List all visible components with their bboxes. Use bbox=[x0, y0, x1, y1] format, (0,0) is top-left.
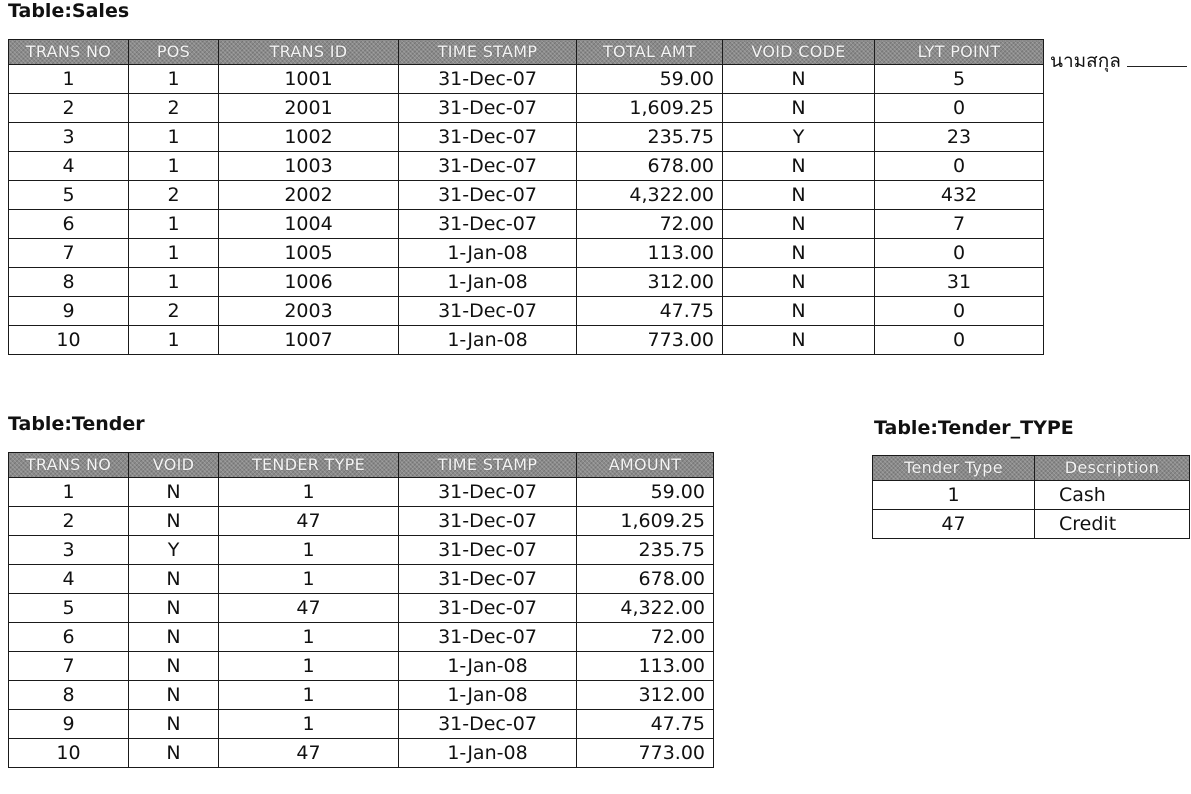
column-header: Tender Type bbox=[873, 456, 1035, 481]
table-cell: 31-Dec-07 bbox=[399, 152, 577, 181]
table-cell: N bbox=[129, 710, 219, 739]
table-cell: 47 bbox=[873, 510, 1035, 539]
tender-table-title: Table:Tender bbox=[8, 413, 145, 435]
table-cell: 2003 bbox=[219, 297, 399, 326]
table-cell: N bbox=[129, 507, 219, 536]
table-cell: 5 bbox=[9, 594, 129, 623]
table-row bbox=[9, 652, 714, 681]
table-row bbox=[9, 478, 714, 507]
table-cell: 47 bbox=[219, 507, 399, 536]
table-cell: 1001 bbox=[219, 65, 399, 94]
table-cell: N bbox=[723, 239, 875, 268]
table-cell: 1 bbox=[129, 123, 219, 152]
table-row bbox=[9, 123, 1044, 152]
table-cell: N bbox=[129, 565, 219, 594]
table-row bbox=[9, 239, 1044, 268]
table-row bbox=[9, 536, 714, 565]
table-cell: 31-Dec-07 bbox=[399, 507, 577, 536]
table-row bbox=[9, 739, 714, 768]
table-cell: 31 bbox=[875, 268, 1044, 297]
table-cell: 1 bbox=[219, 652, 399, 681]
table-cell: 2 bbox=[129, 181, 219, 210]
table-cell: 31-Dec-07 bbox=[399, 594, 577, 623]
table-cell: 1006 bbox=[219, 268, 399, 297]
table-cell: 10 bbox=[9, 326, 129, 355]
table-cell: 31-Dec-07 bbox=[399, 297, 577, 326]
surname-blank-line bbox=[1127, 66, 1187, 67]
table-cell: 1 bbox=[219, 710, 399, 739]
table-cell: 0 bbox=[875, 326, 1044, 355]
table-cell: 4,322.00 bbox=[577, 181, 723, 210]
table-cell: 432 bbox=[875, 181, 1044, 210]
table-cell: 4 bbox=[9, 565, 129, 594]
column-header: TRANS ID bbox=[219, 40, 399, 65]
table-cell: 0 bbox=[875, 297, 1044, 326]
table-cell: 1 bbox=[129, 326, 219, 355]
table-cell: 0 bbox=[875, 152, 1044, 181]
surname-note bbox=[1050, 46, 1187, 76]
table-cell: 1 bbox=[9, 478, 129, 507]
table-cell: 9 bbox=[9, 710, 129, 739]
table-row bbox=[9, 710, 714, 739]
table-cell: 10 bbox=[9, 739, 129, 768]
table-cell: 5 bbox=[9, 181, 129, 210]
table-cell: 47 bbox=[219, 739, 399, 768]
table-cell: 235.75 bbox=[577, 536, 714, 565]
column-header: VOID CODE bbox=[723, 40, 875, 65]
sales-table-title: Table:Sales bbox=[8, 0, 130, 22]
table-cell: 7 bbox=[9, 652, 129, 681]
table-cell: 1004 bbox=[219, 210, 399, 239]
table-cell: 1-Jan-08 bbox=[399, 739, 577, 768]
table-cell: 31-Dec-07 bbox=[399, 536, 577, 565]
column-header: TIME STAMP bbox=[399, 453, 577, 478]
table-cell: 678.00 bbox=[577, 152, 723, 181]
table-row bbox=[9, 152, 1044, 181]
table-cell: 1002 bbox=[219, 123, 399, 152]
table-cell: 1 bbox=[219, 623, 399, 652]
table-cell: 31-Dec-07 bbox=[399, 210, 577, 239]
table-cell: 1007 bbox=[219, 326, 399, 355]
table-cell: 1 bbox=[219, 565, 399, 594]
table-cell: 2002 bbox=[219, 181, 399, 210]
table-cell: 2 bbox=[9, 507, 129, 536]
column-header: POS bbox=[129, 40, 219, 65]
table-cell: 23 bbox=[875, 123, 1044, 152]
table-cell: 5 bbox=[875, 65, 1044, 94]
table-cell: N bbox=[129, 681, 219, 710]
table-cell: 1 bbox=[129, 152, 219, 181]
table-cell: 312.00 bbox=[577, 268, 723, 297]
table-cell: 31-Dec-07 bbox=[399, 710, 577, 739]
table-cell: 0 bbox=[875, 239, 1044, 268]
tender-type-table bbox=[872, 455, 1190, 539]
table-cell: 2 bbox=[129, 94, 219, 123]
table-cell: 1 bbox=[9, 65, 129, 94]
tender-header-row bbox=[9, 453, 714, 478]
table-row bbox=[9, 681, 714, 710]
table-cell: 3 bbox=[9, 536, 129, 565]
table-cell: 31-Dec-07 bbox=[399, 565, 577, 594]
table-cell: 1005 bbox=[219, 239, 399, 268]
surname-label: นามสกุล bbox=[1050, 50, 1121, 72]
table-cell: 2 bbox=[129, 297, 219, 326]
table-cell: 47 bbox=[219, 594, 399, 623]
table-cell: 1003 bbox=[219, 152, 399, 181]
column-header: LYT POINT bbox=[875, 40, 1044, 65]
table-row bbox=[9, 507, 714, 536]
column-header: TRANS NO bbox=[9, 453, 129, 478]
tender-type-table-title: Table:Tender_TYPE bbox=[874, 417, 1074, 439]
table-cell: 72.00 bbox=[577, 623, 714, 652]
table-cell: N bbox=[723, 181, 875, 210]
column-header: TIME STAMP bbox=[399, 40, 577, 65]
table-cell: 31-Dec-07 bbox=[399, 478, 577, 507]
table-cell: 1 bbox=[129, 268, 219, 297]
table-cell: 1-Jan-08 bbox=[399, 652, 577, 681]
table-cell: 3 bbox=[9, 123, 129, 152]
table-cell: N bbox=[129, 739, 219, 768]
table-cell: 1-Jan-08 bbox=[399, 326, 577, 355]
column-header: AMOUNT bbox=[577, 453, 714, 478]
table-cell: 31-Dec-07 bbox=[399, 65, 577, 94]
table-cell: 113.00 bbox=[577, 652, 714, 681]
table-cell: N bbox=[723, 94, 875, 123]
table-cell: Y bbox=[129, 536, 219, 565]
table-cell: 7 bbox=[9, 239, 129, 268]
table-cell: 4 bbox=[9, 152, 129, 181]
table-row bbox=[9, 268, 1044, 297]
table-cell: 9 bbox=[9, 297, 129, 326]
table-cell: 1-Jan-08 bbox=[399, 268, 577, 297]
table-row bbox=[873, 510, 1190, 539]
table-cell: 678.00 bbox=[577, 565, 714, 594]
table-cell: 6 bbox=[9, 623, 129, 652]
sales-header-row bbox=[9, 40, 1044, 65]
table-row bbox=[9, 326, 1044, 355]
table-cell: 7 bbox=[875, 210, 1044, 239]
table-cell: N bbox=[723, 326, 875, 355]
table-cell: 2 bbox=[9, 94, 129, 123]
table-cell: 31-Dec-07 bbox=[399, 181, 577, 210]
table-cell: 1 bbox=[219, 478, 399, 507]
table-cell: N bbox=[723, 152, 875, 181]
tender-table bbox=[8, 452, 714, 768]
table-cell: 31-Dec-07 bbox=[399, 123, 577, 152]
table-cell: N bbox=[723, 268, 875, 297]
table-cell: N bbox=[129, 652, 219, 681]
table-row bbox=[9, 297, 1044, 326]
table-row bbox=[9, 565, 714, 594]
table-row bbox=[9, 181, 1044, 210]
column-header: TENDER TYPE bbox=[219, 453, 399, 478]
column-header: Description bbox=[1035, 456, 1190, 481]
table-cell: 4,322.00 bbox=[577, 594, 714, 623]
table-row bbox=[9, 94, 1044, 123]
table-cell: 1-Jan-08 bbox=[399, 239, 577, 268]
table-cell: 47.75 bbox=[577, 710, 714, 739]
table-row bbox=[9, 623, 714, 652]
table-cell: 1,609.25 bbox=[577, 94, 723, 123]
table-cell: 47.75 bbox=[577, 297, 723, 326]
table-cell: Y bbox=[723, 123, 875, 152]
table-cell: N bbox=[129, 623, 219, 652]
table-cell: 8 bbox=[9, 681, 129, 710]
table-cell: 6 bbox=[9, 210, 129, 239]
table-cell: 0 bbox=[875, 94, 1044, 123]
table-cell: 2001 bbox=[219, 94, 399, 123]
table-cell: 72.00 bbox=[577, 210, 723, 239]
table-cell: 1 bbox=[129, 65, 219, 94]
table-cell: 312.00 bbox=[577, 681, 714, 710]
table-cell: 1-Jan-08 bbox=[399, 681, 577, 710]
table-cell: 1,609.25 bbox=[577, 507, 714, 536]
table-cell: 1 bbox=[129, 210, 219, 239]
tender-type-header-row bbox=[873, 456, 1190, 481]
column-header: TOTAL AMT bbox=[577, 40, 723, 65]
table-row bbox=[873, 481, 1190, 510]
table-cell: N bbox=[129, 478, 219, 507]
table-cell: 773.00 bbox=[577, 326, 723, 355]
table-cell: 1 bbox=[873, 481, 1035, 510]
column-header: TRANS NO bbox=[9, 40, 129, 65]
table-cell: N bbox=[723, 65, 875, 94]
table-cell: Credit bbox=[1035, 510, 1190, 539]
table-row bbox=[9, 210, 1044, 239]
table-cell: 31-Dec-07 bbox=[399, 94, 577, 123]
table-row bbox=[9, 594, 714, 623]
table-cell: 113.00 bbox=[577, 239, 723, 268]
table-cell: 773.00 bbox=[577, 739, 714, 768]
table-cell: 1 bbox=[129, 239, 219, 268]
table-cell: 59.00 bbox=[577, 478, 714, 507]
table-cell: 31-Dec-07 bbox=[399, 623, 577, 652]
table-row bbox=[9, 65, 1044, 94]
table-cell: 8 bbox=[9, 268, 129, 297]
table-cell: N bbox=[723, 297, 875, 326]
table-cell: N bbox=[723, 210, 875, 239]
column-header: VOID bbox=[129, 453, 219, 478]
sales-table bbox=[8, 39, 1044, 355]
table-cell: 1 bbox=[219, 536, 399, 565]
table-cell: 235.75 bbox=[577, 123, 723, 152]
table-cell: N bbox=[129, 594, 219, 623]
table-cell: 59.00 bbox=[577, 65, 723, 94]
table-cell: Cash bbox=[1035, 481, 1190, 510]
table-cell: 1 bbox=[219, 681, 399, 710]
